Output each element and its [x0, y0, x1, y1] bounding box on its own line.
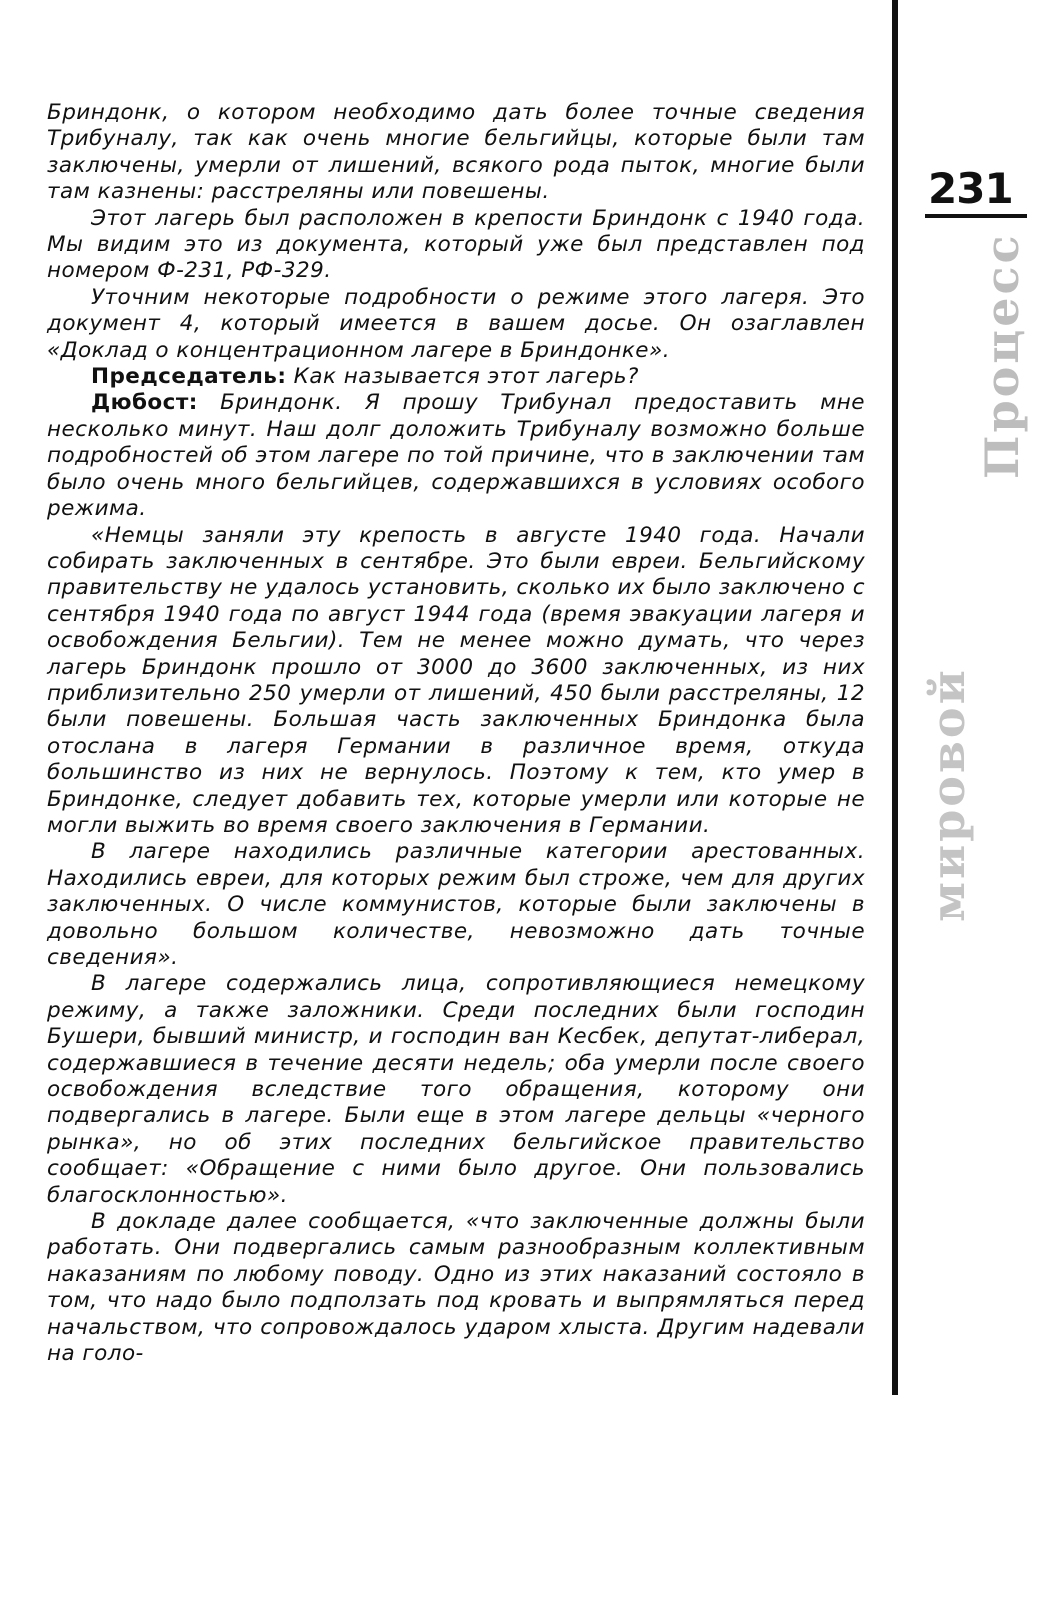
- paragraph-5: [47, 390, 865, 522]
- side-line-2: мировой: [921, 667, 975, 922]
- paragraph-text: В лагере содержались лица, сопротивляющиеся немецкому режиму, а также заложники. Среди последних были господин Бушери, бывший министр, и господин ван Кесбек, депутат-либерал, содержавшиеся в течение десяти недель; оба умерли после своего освобождения вследствие того обращения, которому они подвергались в лагере. Были еще в этом лагере дельцы «черного рынка», но об этих последних бельгийское правительство сообщает: «Обращение с ними было другое. Они пользовались благосклонностью».: [47, 971, 865, 1208]
- paragraph-text: «Немцы заняли эту крепость в августе 1940 года. Начали собирать заключенных в сентябре. Это были евреи. Бельгийскому правительству не удалось установить, сколько их было заключено с сентября 1940 года по август 1944 года (время эвакуации лагеря и освобождения Бельгии). Тем не менее можно думать, что через лагерь Бриндонк прошло от 3000 до 3600 заключенных, из них приблизительно 250 умерли от лишений, 450 были расстреляны, 12 были повешены. Большая часть заключенных Бриндонка была отослана в лагеря Германии в различное время, откуда большинство из них не вернулось. Поэтому к тем, кто умер в Бриндонке, следует добавить тех, которые умерли или которые не могли выжить во время своего заключения в Германии.: [47, 522, 865, 838]
- page-number: 231: [928, 164, 1013, 213]
- paragraph-text: В докладе далее сообщается, «что заключенные должны были работать. Они подвергались самым разнообразным коллективным наказаниям по любому поводу. Одно из этих наказаний состояло в том, что надо было подползать под кровать и выпрямляться перед начальством, что сопровождалось ударом хлыста. Другим надевали на голо-: [47, 1209, 865, 1367]
- paragraph-text: Уточним некоторые подробности о режиме этого лагеря. Это документ 4, который имеется в вашем досье. Он озаглавлен «Доклад о концентрационном лагере в Бриндонке».: [47, 284, 865, 363]
- paragraph-1: [47, 100, 865, 206]
- paragraph-9: [47, 1209, 865, 1367]
- page-number-rule: [925, 214, 1027, 218]
- paragraph-text: В лагере находились различные категории арестованных. Находились евреи, для которых режим был строже, чем для других заключенных. О числе коммунистов, которые были заключены в довольно большом количестве, невозможно дать точные сведения».: [47, 839, 865, 970]
- side-running-title: [975, 232, 1029, 932]
- paragraph-text: Этот лагерь был расположен в крепости Бриндонк с 1940 года. Мы видим это из документа, который уже был представлен под номером Ф-231, РФ-329.: [47, 205, 865, 284]
- speaker-label: Председатель:: [91, 364, 287, 390]
- paragraph-text: Бриндонк, о котором необходимо дать более точные сведения Трибуналу, так как очень многие бельгийцы, которые были там заключены, умерли от лишений, всякого рода пыток, многие были там казнены: расстреляны или повешены.: [47, 100, 865, 205]
- speaker-label: Дюбост:: [91, 390, 198, 416]
- paragraph-7: [47, 839, 865, 971]
- paragraph-3: [47, 285, 865, 364]
- vertical-rule: [892, 0, 898, 1395]
- paragraph-text: Как называется этот лагерь?: [286, 364, 639, 390]
- paragraph-2: [47, 206, 865, 285]
- side-running-title-secondary: [921, 232, 975, 922]
- body-text: [47, 100, 865, 1368]
- paragraph-6: [47, 523, 865, 840]
- side-line-1: Процесс: [975, 232, 1029, 479]
- paragraph-text: Бриндонк. Я прошу Трибунал предоставить мне несколько минут. Наш долг доложить Трибуналу возможно больше подробностей об этом лагере по той причине, что в заключении там было очень много бельгийцев, содержавшихся в условиях особого режима.: [47, 390, 865, 522]
- paragraph-4: [47, 364, 865, 390]
- paragraph-8: [47, 971, 865, 1209]
